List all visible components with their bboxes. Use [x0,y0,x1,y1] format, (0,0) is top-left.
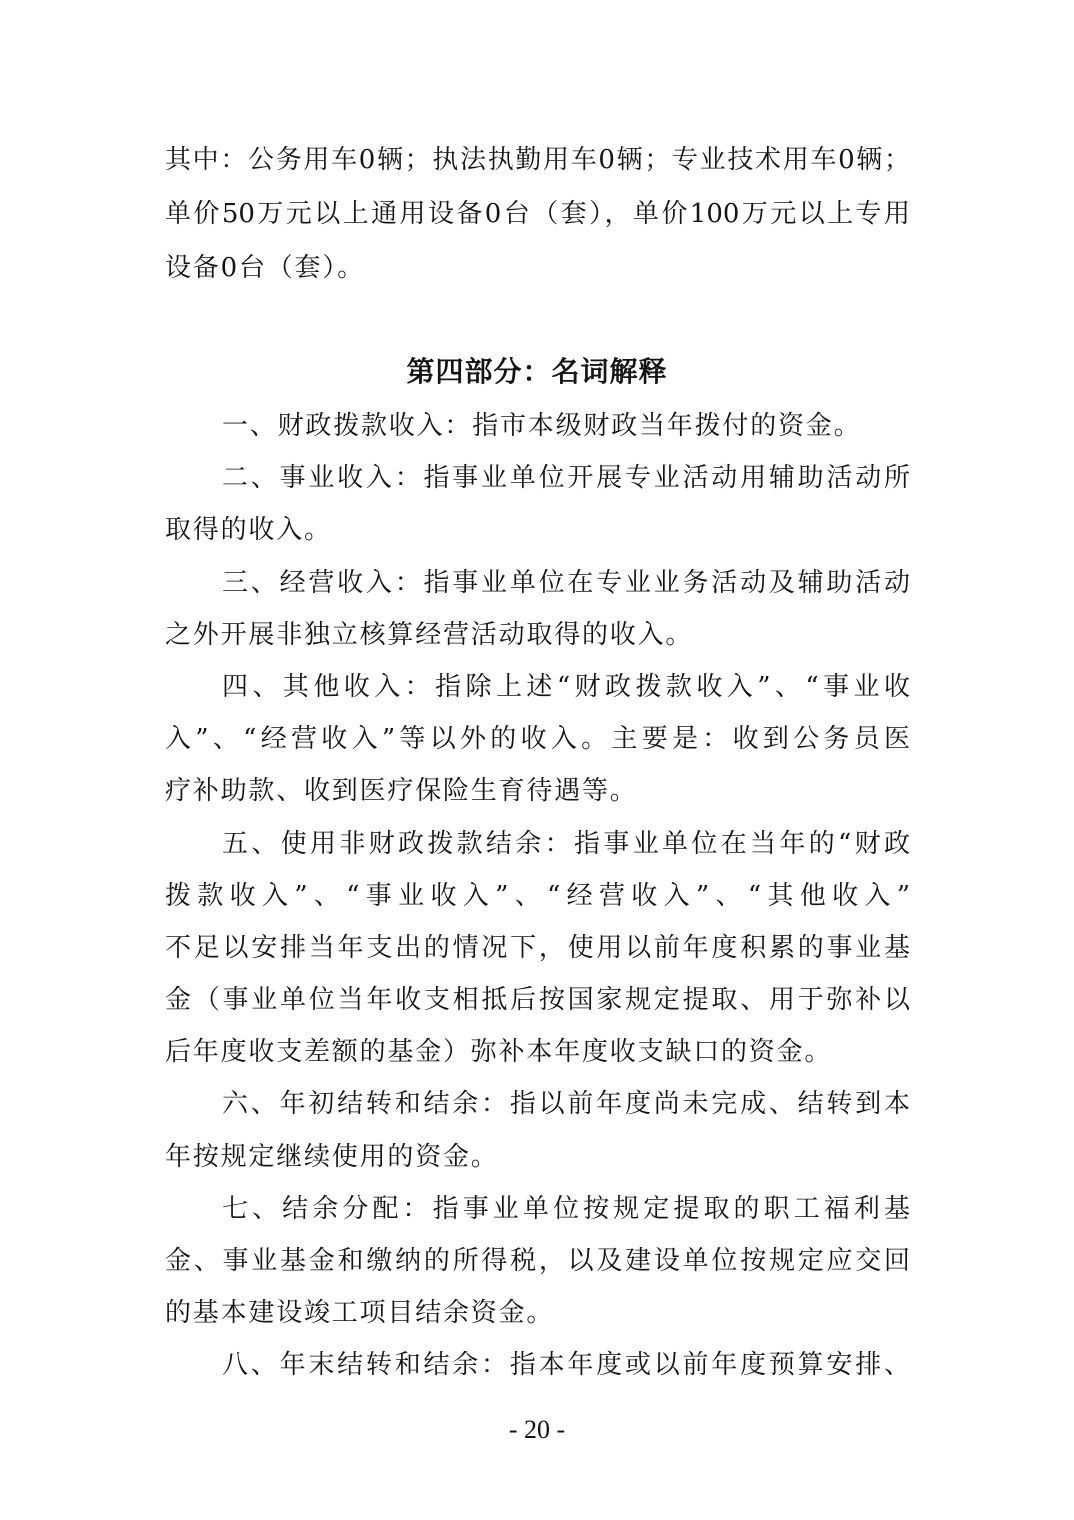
text-line: 七、结余分配：指事业单位按规定提取的职工福利基 [222,1193,910,1224]
definition-paragraph [165,557,910,661]
definition-paragraph [165,400,910,452]
text-line: 金、事业基金和缴纳的所得税，以及建设单位按规定应交回 [165,1246,910,1276]
section-title: 第四部分：名词解释 [406,355,668,388]
definition-paragraph [165,661,910,818]
text-line: 单价50万元以上通用设备0台（套），单价100万元以上专用 [165,199,910,229]
page-number: - 20 - [508,1415,566,1444]
text-line: 入”、“经营收入”等以外的收入。主要是：收到公务员医 [165,724,910,755]
text-line: 年按规定继续使用的资金。 [165,1141,499,1172]
text-line: 疗补助款、收到医疗保险生育待遇等。 [165,776,638,807]
text-line: 一、财政拨款收入：指市本级财政当年拨付的资金。 [222,411,862,441]
text-line: 取得的收入。 [165,515,332,546]
text-line: 三、经营收入：指事业单位在专业业务活动及辅助活动 [222,567,910,598]
definition-paragraph [165,818,910,1079]
text-line: 二、事业收入：指事业单位开展专业活动用辅助活动所 [222,463,910,494]
definition-paragraph [165,452,910,556]
definition-paragraph [165,1183,910,1340]
text-line: 后年度收支差额的基金）弥补本年度收支缺口的资金。 [165,1037,833,1068]
text-line: 之外开展非独立核算经营活动取得的收入。 [165,619,694,650]
text-line: 五、使用非财政拨款结余：指事业单位在当年的“财政 [222,828,910,859]
text-line: 四、其他收入：指除上述“财政拨款收入”、“事业收 [222,671,910,702]
intro-paragraph [165,133,910,295]
definition-paragraph [165,1078,910,1182]
text-line: 六、年初结转和结余：指以前年度尚未完成、结转到本 [222,1089,910,1120]
text-line: 八、年末结转和结余：指本年度或以前年度预算安排、 [222,1350,910,1381]
definition-paragraph [165,1339,910,1391]
definitions-list [165,400,910,1392]
text-line: 金（事业单位当年收支相抵后按国家规定提取、用于弥补以 [165,985,910,1016]
text-line: 不足以安排当年支出的情况下，使用以前年度积累的事业基 [165,932,910,963]
text-line: 设备0台（套）。 [165,253,365,283]
text-line: 的基本建设竣工项目结余资金。 [165,1298,555,1329]
text-line: 其中：公务用车0辆；执法执勤用车0辆；专业技术用车0辆； [165,145,910,175]
text-line: 拨款收入”、“事业收入”、“经营收入”、“其他收入” [165,880,910,911]
